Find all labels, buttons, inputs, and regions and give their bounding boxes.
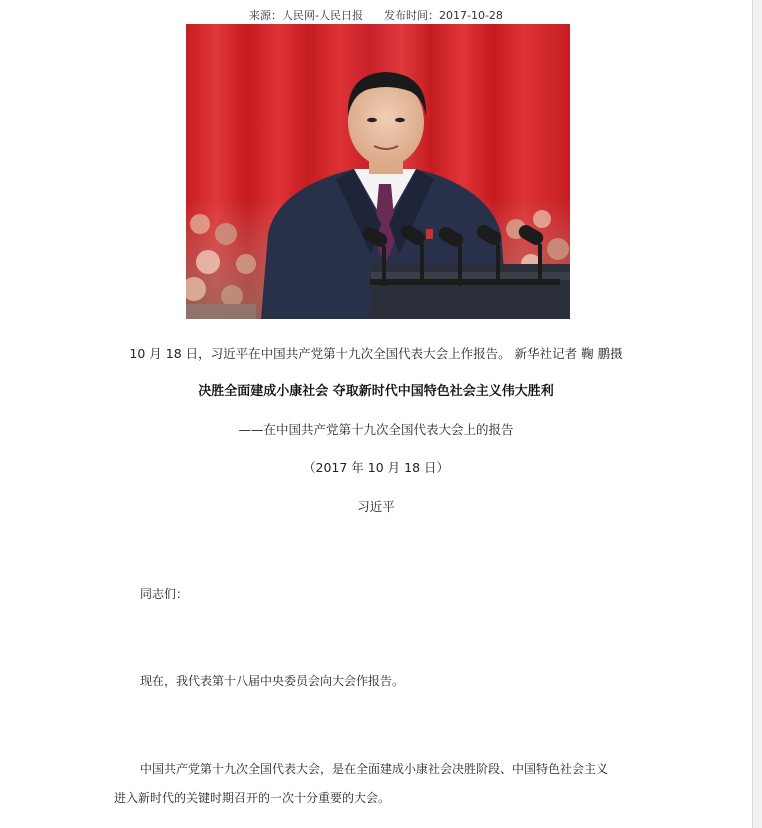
article-author: 习近平 xyxy=(357,499,395,514)
page-edge-shadow xyxy=(752,0,762,828)
paragraph-body-line-2: 进入新时代的关键时期召开的一次十分重要的大会。 xyxy=(114,791,391,805)
article-subtitle: ——在中国共产党第十九次全国代表大会上的报告 xyxy=(238,422,514,437)
source-text: 来源：人民网-人民日报 xyxy=(249,9,364,22)
paragraph-greeting: 同志们： xyxy=(140,587,189,601)
article-date: （2017 年 10 月 18 日） xyxy=(303,460,449,475)
article-photo xyxy=(186,24,570,319)
paragraph-intro: 现在，我代表第十八届中央委员会向大会作报告。 xyxy=(140,674,405,688)
source-line xyxy=(0,7,752,23)
paragraph-body-line-1: 中国共产党第十九次全国代表大会，是在全面建成小康社会决胜阶段、中国特色社会主义 xyxy=(140,762,609,776)
photo-caption: 10 月 18 日，习近平在中国共产党第十九次全国代表大会上作报告。 新华社记者 鞠 鹏摄 xyxy=(129,346,623,361)
publish-time: 发布时间：2017-10-28 xyxy=(384,9,503,22)
article-headline: 决胜全面建成小康社会 夺取新时代中国特色社会主义伟大胜利 xyxy=(198,384,554,399)
